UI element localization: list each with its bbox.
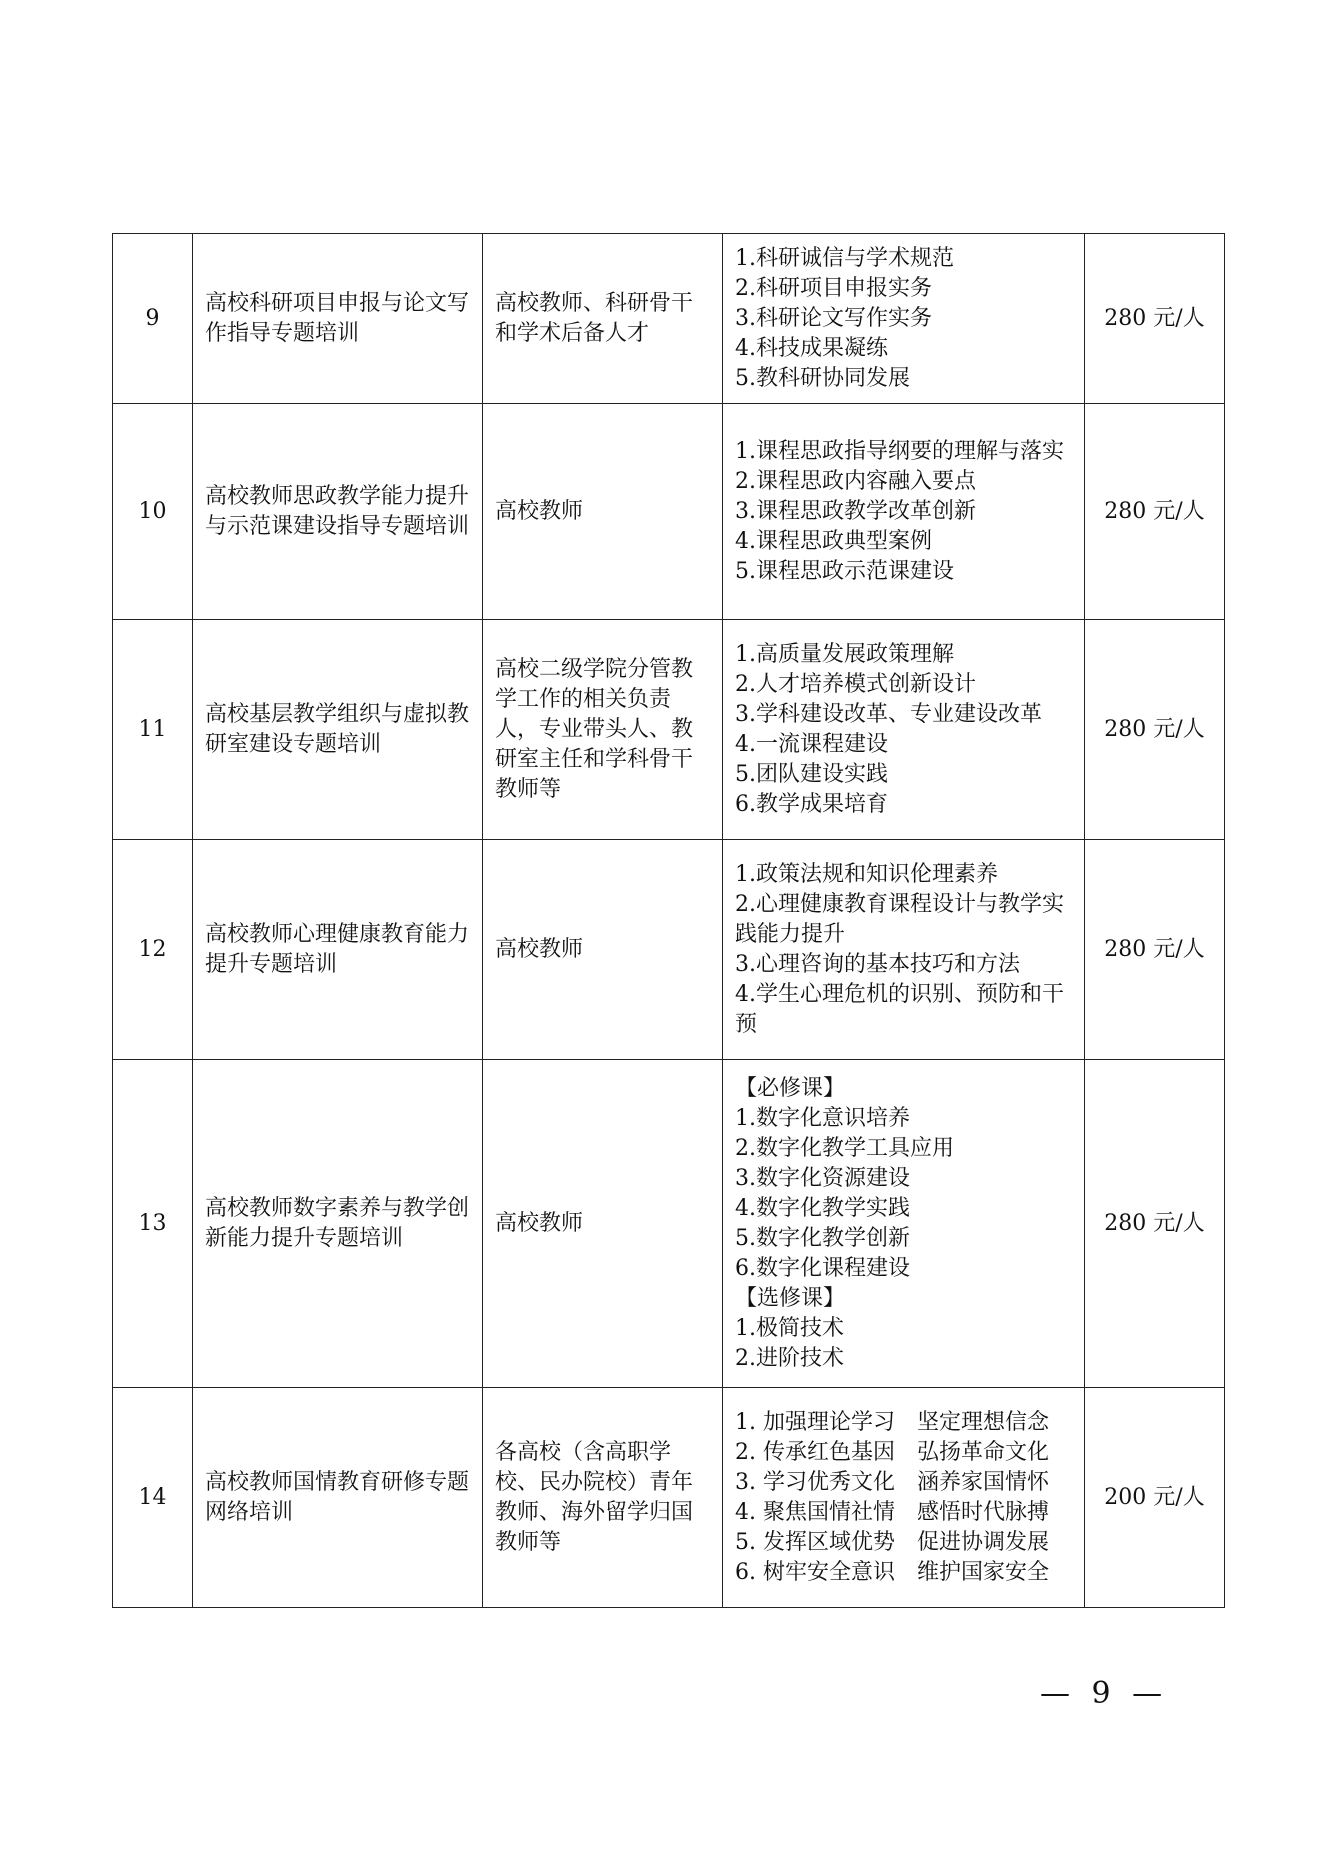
content-line: 2.心理健康教育课程设计与教学实践能力提升 (735, 891, 1064, 947)
table-row (113, 840, 1225, 1060)
course-name: 高校教师数字素养与教学创新能力提升专题培训 (193, 1060, 483, 1388)
row-number: 12 (113, 840, 193, 1060)
fee: 200 元/人 (1085, 1388, 1225, 1608)
course-name: 高校教师心理健康教育能力提升专题培训 (193, 840, 483, 1060)
content-line: 5.数字化教学创新 (735, 1225, 910, 1251)
fee: 280 元/人 (1085, 840, 1225, 1060)
content-line: 4.科技成果凝练 (735, 335, 888, 361)
content-line: 2.数字化教学工具应用 (735, 1135, 954, 1161)
fee: 280 元/人 (1085, 404, 1225, 620)
target-audience: 高校教师 (483, 840, 723, 1060)
content-line: 4.数字化教学实践 (735, 1195, 910, 1221)
table-row (113, 1388, 1225, 1608)
content-line: 3.数字化资源建设 (735, 1165, 910, 1191)
target-audience: 高校教师 (483, 404, 723, 620)
row-number: 14 (113, 1388, 193, 1608)
course-name: 高校教师思政教学能力提升与示范课建设指导专题培训 (193, 404, 483, 620)
course-name: 高校教师国情教育研修专题网络培训 (193, 1388, 483, 1608)
fee: 280 元/人 (1085, 620, 1225, 840)
content-line: 5.团队建设实践 (735, 761, 888, 787)
target-audience: 高校教师、科研骨干和学术后备人才 (483, 234, 723, 404)
table-row (113, 404, 1225, 620)
table-row (113, 620, 1225, 840)
row-number: 10 (113, 404, 193, 620)
course-name: 高校科研项目申报与论文写作指导专题培训 (193, 234, 483, 404)
content-line: 2.人才培养模式创新设计 (735, 671, 976, 697)
course-name: 高校基层教学组织与虚拟教研室建设专题培训 (193, 620, 483, 840)
content-line: 4.一流课程建设 (735, 731, 888, 757)
content-line: 3. 学习优秀文化 涵养家国情怀 (735, 1469, 1049, 1495)
table-row (113, 1060, 1225, 1388)
content-line: 2. 传承红色基因 弘扬革命文化 (735, 1439, 1049, 1465)
row-number: 13 (113, 1060, 193, 1388)
target-audience: 高校教师 (483, 1060, 723, 1388)
content-line: 【必修课】 (735, 1075, 846, 1101)
content-line: 1.政策法规和知识伦理素养 (735, 861, 998, 887)
content-line: 3.心理咨询的基本技巧和方法 (735, 951, 1020, 977)
row-number: 9 (113, 234, 193, 404)
content-line: 1.课程思政指导纲要的理解与落实 (735, 438, 1064, 464)
content-line: 4. 聚焦国情社情 感悟时代脉搏 (735, 1499, 1049, 1525)
content-line: 3.课程思政教学改革创新 (735, 498, 976, 524)
content-line: 【选修课】 (735, 1285, 846, 1311)
content-line: 5.课程思政示范课建设 (735, 558, 954, 584)
content-line: 1. 加强理论学习 坚定理想信念 (735, 1409, 1049, 1435)
course-content (723, 234, 1085, 404)
content-line: 1.科研诚信与学术规范 (735, 245, 954, 271)
content-line: 3.学科建设改革、专业建设改革 (735, 701, 1042, 727)
course-table-body (113, 234, 1225, 1608)
target-audience: 各高校（含高职学校、民办院校）青年教师、海外留学归国教师等 (483, 1388, 723, 1608)
content-line: 2.进阶技术 (735, 1345, 844, 1371)
fee: 280 元/人 (1085, 234, 1225, 404)
content-line: 5.教科研协同发展 (735, 365, 910, 391)
content-line: 1.数字化意识培养 (735, 1105, 910, 1131)
course-content (723, 1060, 1085, 1388)
content-line: 6. 树牢安全意识 维护国家安全 (735, 1559, 1049, 1585)
content-line: 2.科研项目申报实务 (735, 275, 932, 301)
content-line: 5. 发挥区域优势 促进协调发展 (735, 1529, 1049, 1555)
content-line: 6.教学成果培育 (735, 791, 888, 817)
course-table (112, 233, 1225, 1608)
content-line: 4.课程思政典型案例 (735, 528, 932, 554)
course-content (723, 840, 1085, 1060)
row-number: 11 (113, 620, 193, 840)
course-content (723, 1388, 1085, 1608)
table-row (113, 234, 1225, 404)
content-line: 6.数字化课程建设 (735, 1255, 910, 1281)
target-audience: 高校二级学院分管教学工作的相关负责人，专业带头人、教研室主任和学科骨干教师等 (483, 620, 723, 840)
content-line: 2.课程思政内容融入要点 (735, 468, 976, 494)
content-line: 1.高质量发展政策理解 (735, 641, 954, 667)
course-content (723, 404, 1085, 620)
content-line: 4.学生心理危机的识别、预防和干预 (735, 981, 1064, 1037)
content-line: 1.极简技术 (735, 1315, 844, 1341)
content-line: 3.科研论文写作实务 (735, 305, 932, 331)
course-content (723, 620, 1085, 840)
page-number: — 9 — (1040, 1676, 1169, 1711)
fee: 280 元/人 (1085, 1060, 1225, 1388)
